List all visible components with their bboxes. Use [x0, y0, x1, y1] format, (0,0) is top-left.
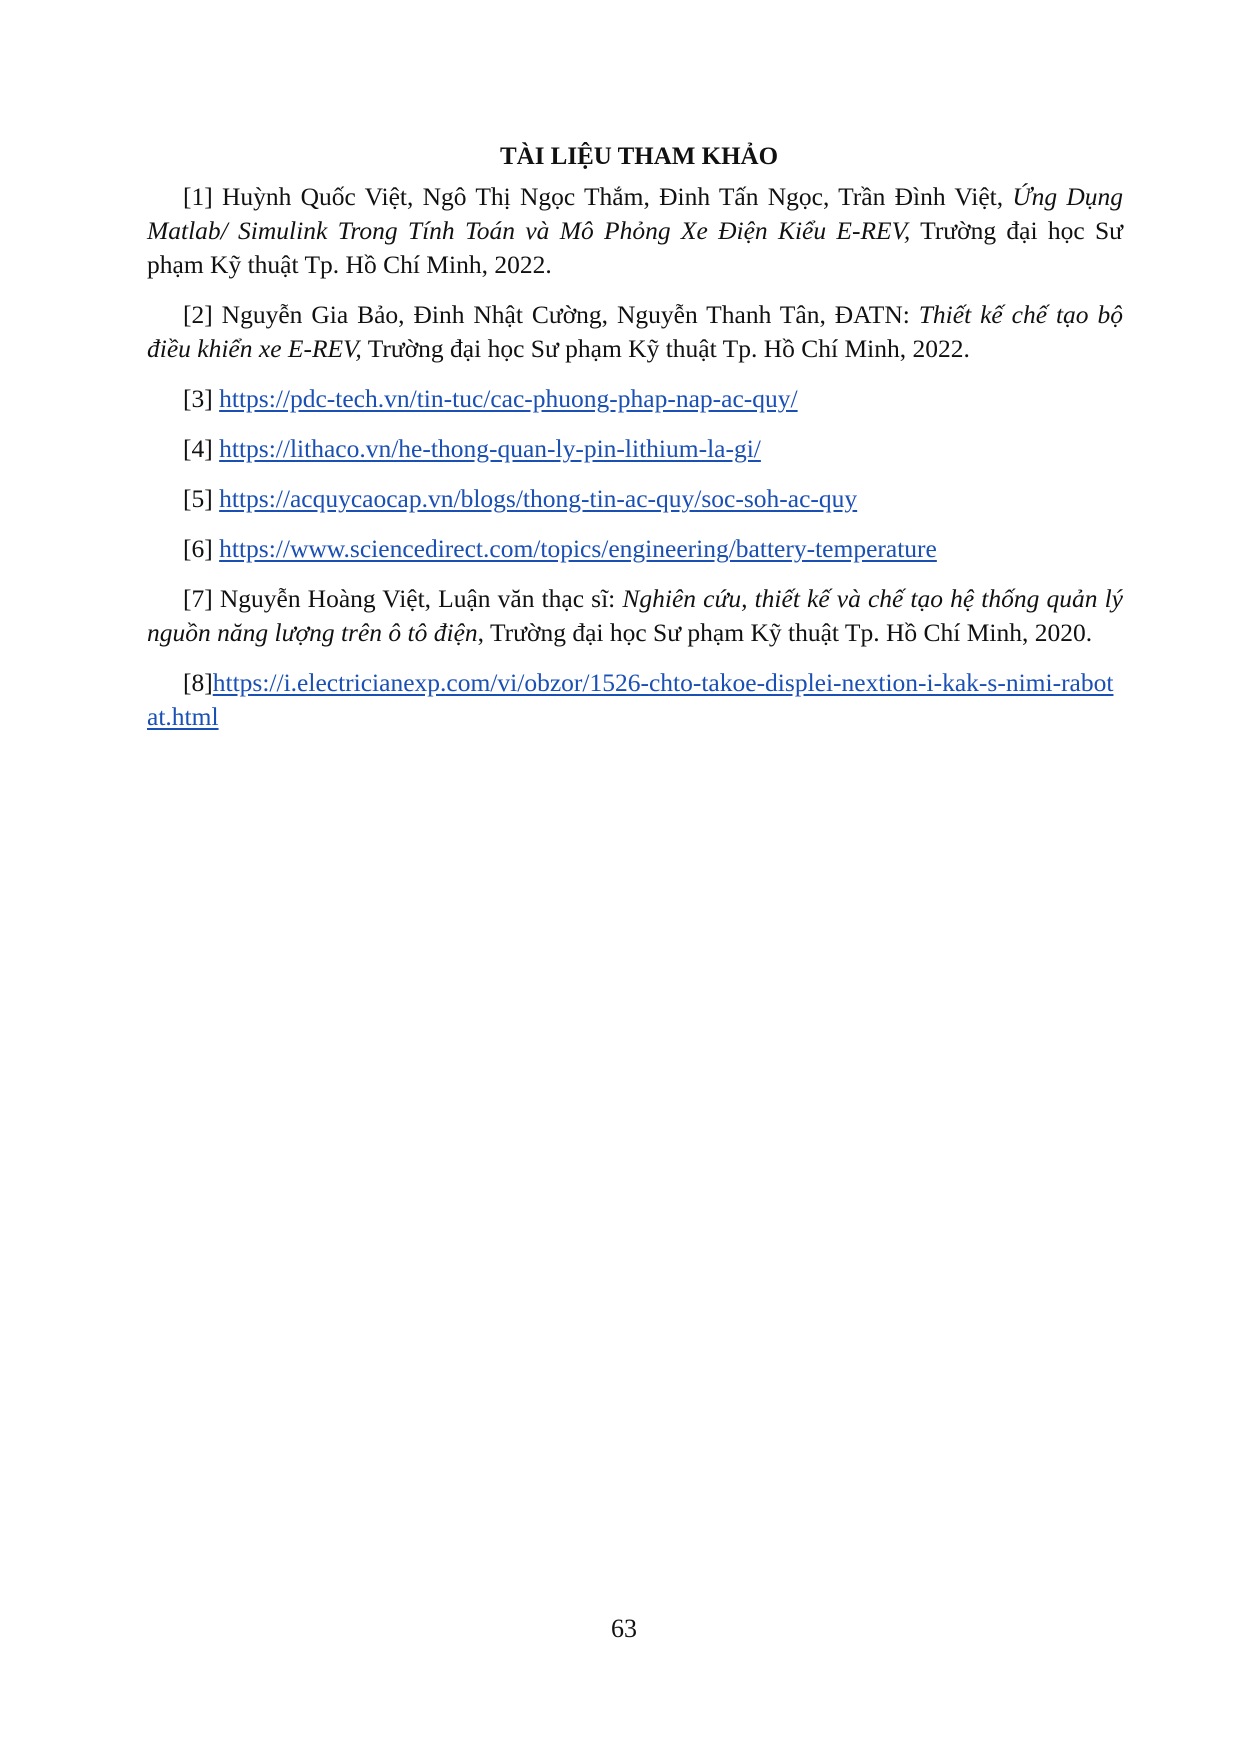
reference-publisher: Trường đại học Sư phạm Kỹ thuật Tp. Hồ Chí Minh, 2022. — [361, 334, 970, 363]
reference-link[interactable]: https://www.sciencedirect.com/topics/engineering/battery-temperature — [219, 534, 937, 563]
reference-publisher: Trường đại học Sư phạm Kỹ thuật Tp. Hồ Chí Minh, 2022. — [147, 216, 1123, 279]
reference-number: [8] — [183, 668, 213, 697]
references-heading: TÀI LIỆU THAM KHẢO — [499, 143, 779, 170]
reference-link[interactable]: https://acquycaocap.vn/blogs/thong-tin-ac-quy/soc-soh-ac-quy — [219, 484, 858, 513]
reference-number: [5] — [183, 484, 220, 513]
reference-number: [4] — [183, 434, 220, 463]
reference-authors: Nguyễn Hoàng Việt, Luận văn thạc sĩ: — [212, 584, 623, 613]
reference-8 — [147, 666, 1123, 734]
reference-authors: Nguyễn Gia Bảo, Đinh Nhật Cường, Nguyễn Thanh Tân, ĐATN: — [212, 300, 919, 329]
reference-number: [3] — [183, 384, 220, 413]
reference-2 — [147, 298, 1123, 366]
reference-6 — [147, 532, 1123, 566]
reference-number: [2] — [183, 300, 213, 329]
document-page — [147, 140, 1123, 750]
reference-number: [7] — [183, 584, 213, 613]
reference-title: Thiết kế chế tạo bộ điều khiển xe E-REV, — [147, 300, 1123, 363]
reference-number: [1] — [183, 182, 213, 211]
reference-link[interactable]: https://pdc-tech.vn/tin-tuc/cac-phuong-phap-nap-ac-quy/ — [219, 384, 798, 413]
page-number: 63 — [611, 1614, 637, 1643]
reference-link[interactable]: https://lithaco.vn/he-thong-quan-ly-pin-lithium-la-gi/ — [219, 434, 761, 463]
reference-title: Nghiên cứu, thiết kế và chế tạo hệ thống quản lý nguồn năng lượng trên ô tô điện — [147, 584, 1123, 647]
reference-7 — [147, 582, 1123, 650]
reference-3 — [147, 382, 1123, 416]
reference-1 — [147, 180, 1123, 282]
reference-title: Ứng Dụng Matlab/ Simulink Trong Tính Toán và Mô Phỏng Xe Điện Kiểu E-REV, — [147, 182, 1123, 245]
reference-5 — [147, 482, 1123, 516]
reference-authors: Huỳnh Quốc Việt, Ngô Thị Ngọc Thắm, Đinh Tấn Ngọc, Trần Đình Việt, — [212, 182, 1013, 211]
reference-publisher: , Trường đại học Sư phạm Kỹ thuật Tp. Hồ Chí Minh, 2020. — [477, 618, 1093, 647]
reference-link[interactable]: https://i.electricianexp.com/vi/obzor/1526-chto-takoe-displei-nextion-i-kak-s-nimi-rabotat.html — [147, 668, 1114, 731]
reference-4 — [147, 432, 1123, 466]
reference-number: [6] — [183, 534, 220, 563]
